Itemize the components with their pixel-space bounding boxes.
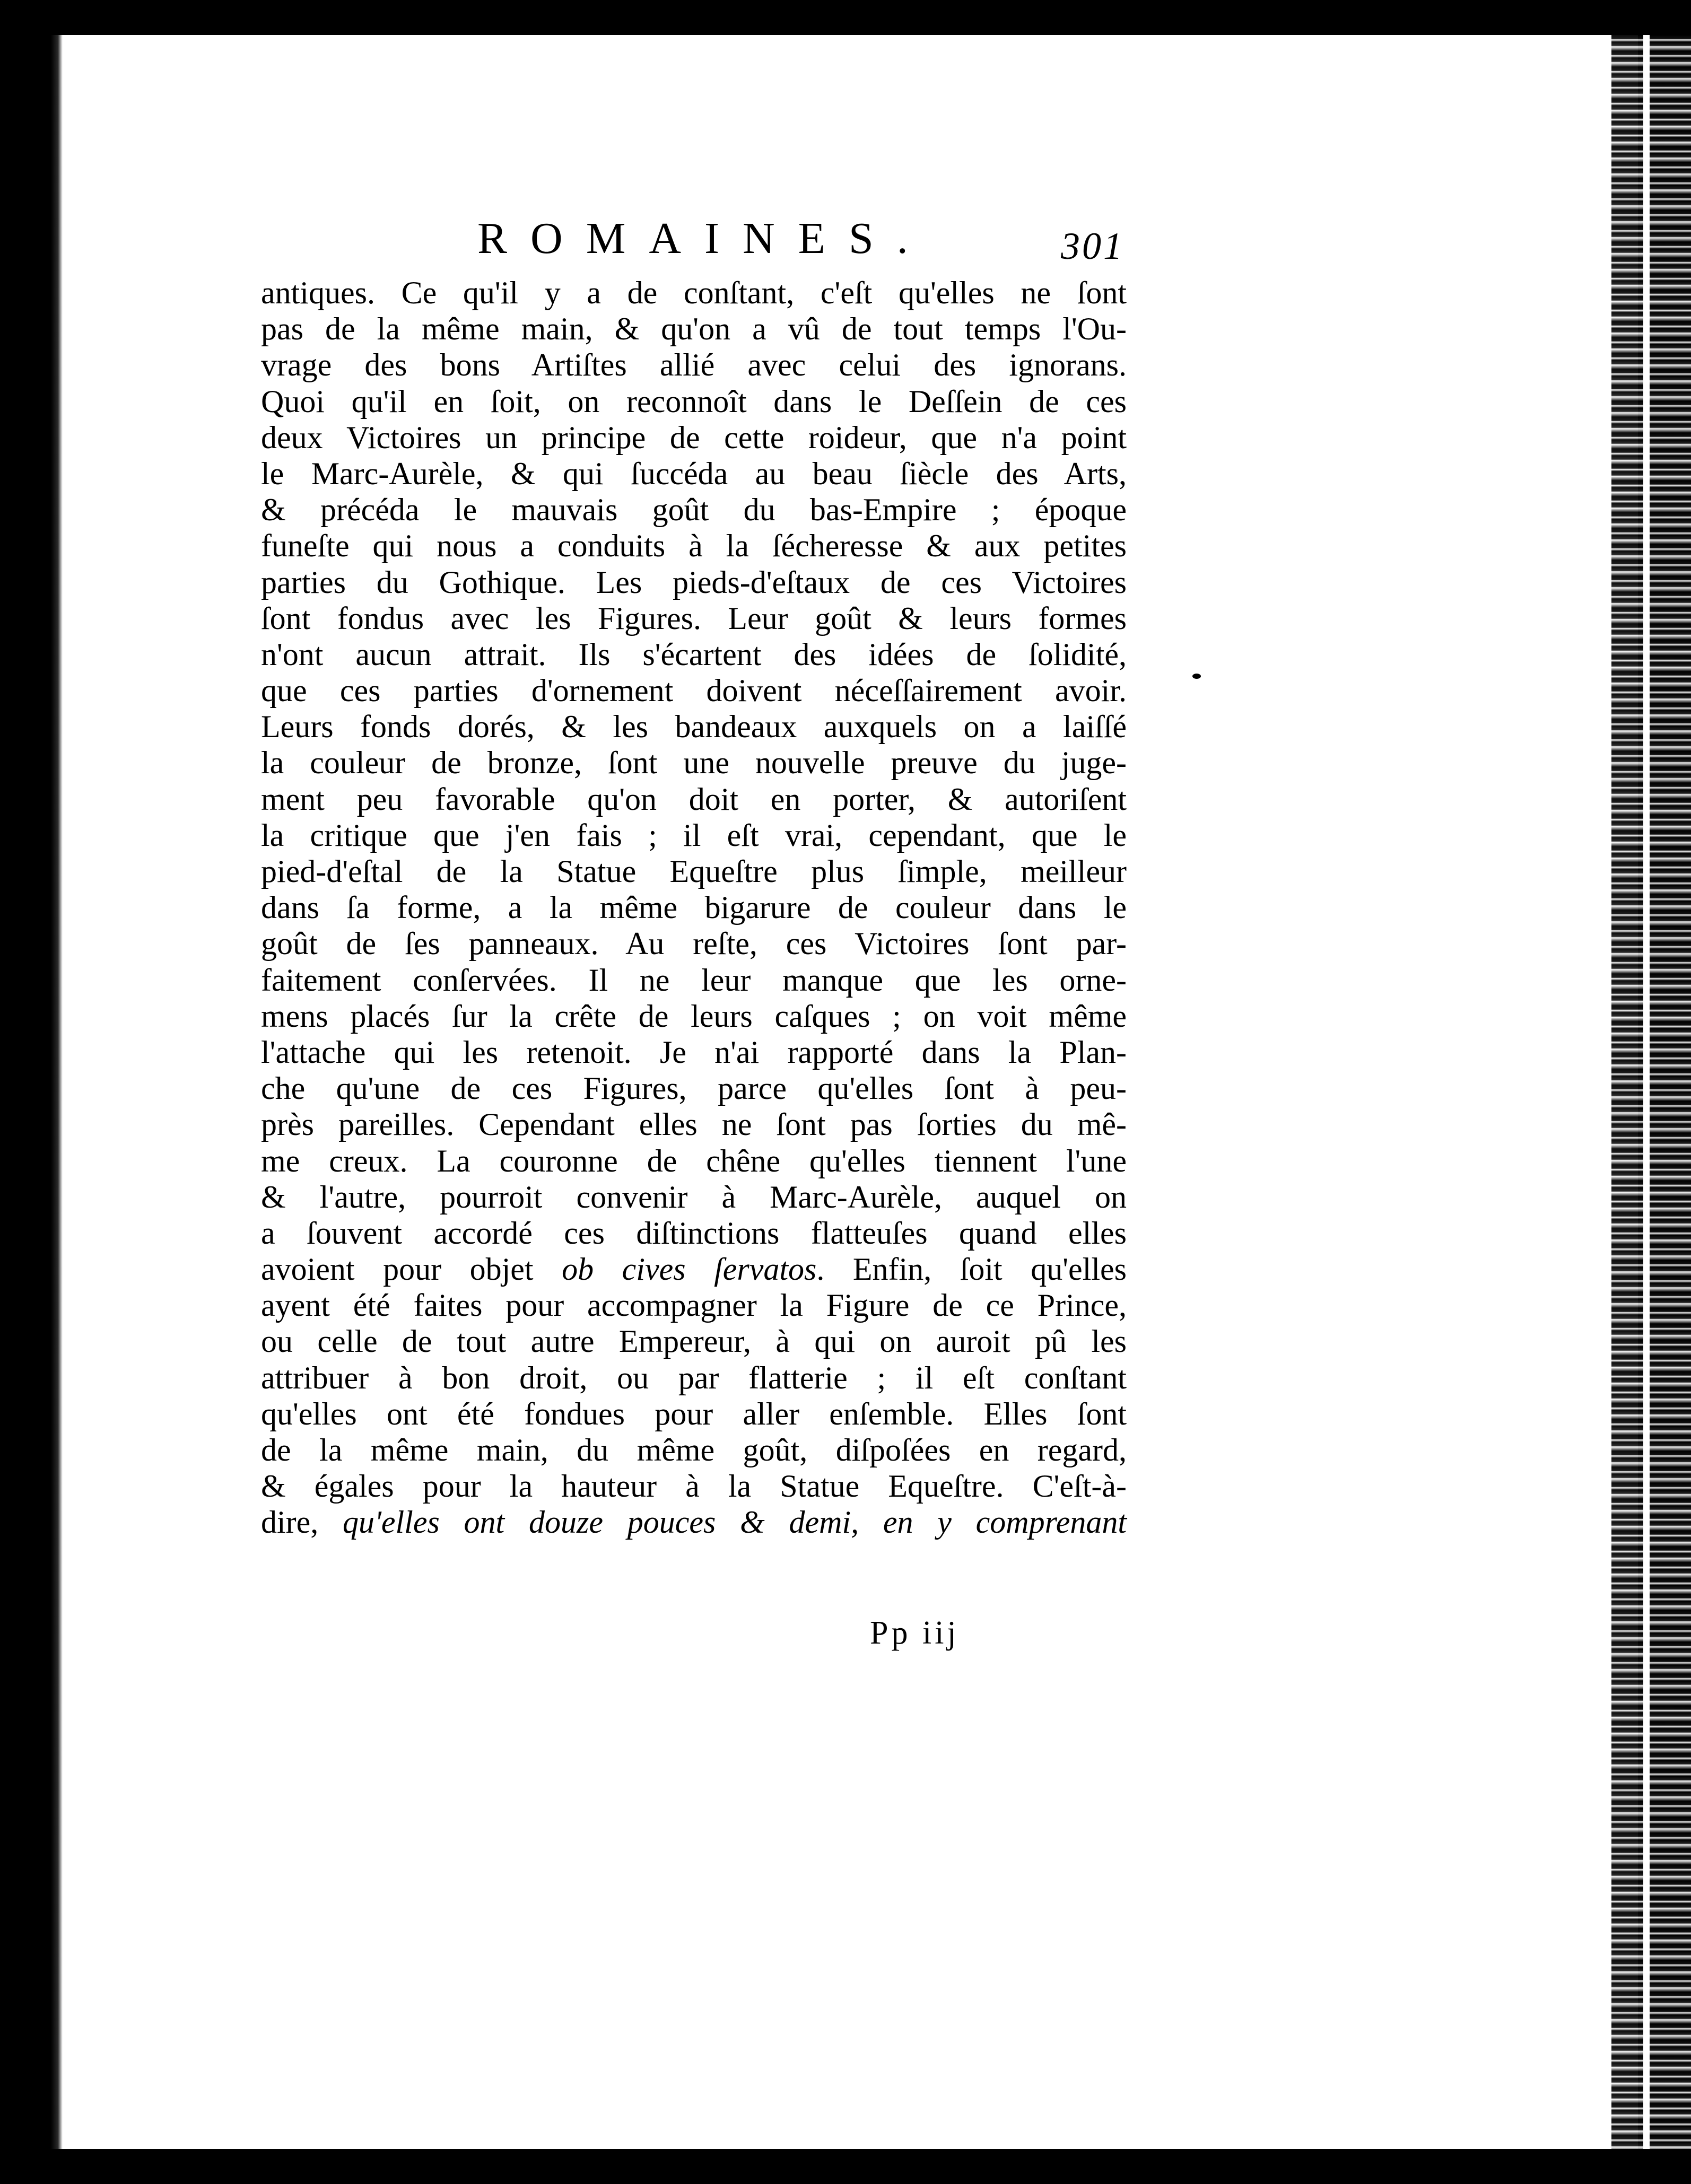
text-line-roman: dire,	[261, 1505, 319, 1540]
text-line: que ces parties d'ornement doivent néceſſairement avoir.	[261, 673, 1127, 709]
text-line: a ſouvent accordé ces diſtinctions flatteuſes quand elles	[261, 1215, 1127, 1251]
text-line-tail: . Enfin, ſoit qu'elles	[816, 1252, 1127, 1287]
text-line: funeſte qui nous a conduits à la ſécheresse & aux petites	[261, 528, 1127, 564]
text-line: vrage des bons Artiſtes allié avec celui des ignorans.	[261, 347, 1127, 383]
text-line	[261, 1251, 1127, 1287]
running-head	[265, 212, 1178, 270]
text-line: de la même main, du même goût, diſpoſées en regard,	[261, 1432, 1127, 1467]
text-line: qu'elles ont été fondues pour aller enſemble. Elles ſont	[261, 1396, 1127, 1431]
text-line: le Marc-Aurèle, & qui ſuccéda au beau ſiècle des Arts,	[261, 456, 1127, 491]
text-line: attribuer à bon droit, ou par flatterie ; il eſt conſtant	[261, 1360, 1127, 1395]
running-title: ROMAINES.	[477, 214, 931, 263]
body-text	[261, 275, 1127, 1541]
page-number: 301	[1061, 225, 1125, 267]
text-line: ſont fondus avec les Figures. Leur goût & leurs formes	[261, 600, 1127, 636]
text-line: la critique que j'en fais ; il eſt vrai, cependant, que le	[261, 817, 1127, 853]
text-line: pied-d'eſtal de la Statue Equeſtre plus ſimple, meilleur	[261, 854, 1127, 889]
text-line: l'attache qui les retenoit. Je n'ai rapporté dans la Plan-	[261, 1034, 1127, 1070]
text-line: ayent été faites pour accompagner la Figure de ce Prince,	[261, 1288, 1127, 1323]
text-line: dans ſa forme, a la même bigarure de couleur dans le	[261, 890, 1127, 925]
text-line: ment peu favorable qu'on doit en porter, & autoriſent	[261, 781, 1127, 817]
text-line: deux Victoires un principe de cette roideur, que n'a point	[261, 420, 1127, 455]
text-line: me creux. La couronne de chêne qu'elles tiennent l'une	[261, 1143, 1127, 1178]
text-line: près pareilles. Cependant elles ne ſont pas ſorties du mê-	[261, 1107, 1127, 1142]
text-line: la couleur de bronze, ſont une nouvelle preuve du juge-	[261, 745, 1127, 781]
text-line: Quoi qu'il en ſoit, on reconnoît dans le Deſſein de ces	[261, 383, 1127, 419]
text-line-italic: ob cives ſervatos	[562, 1252, 817, 1287]
text-line-roman: avoient pour objet	[261, 1252, 534, 1287]
text-line: n'ont aucun attrait. Ils s'écartent des idées de ſolidité,	[261, 636, 1127, 672]
text-line: Leurs fonds dorés, & les bandeaux auxquels on a laiſſé	[261, 709, 1127, 745]
text-line	[261, 1504, 1127, 1540]
text-line: antiques. Ce qu'il y a de conſtant, c'eſt qu'elles ne ſont	[261, 275, 1127, 310]
text-line: faitement conſervées. Il ne leur manque que les orne-	[261, 962, 1127, 998]
text-line: ou celle de tout autre Empereur, à qui on auroit pû les	[261, 1324, 1127, 1359]
text-line: parties du Gothique. Les pieds-d'eſtaux de ces Victoires	[261, 564, 1127, 600]
text-line: & égales pour la hauteur à la Statue Equeſtre. C'eſt-à-	[261, 1469, 1127, 1504]
page-edge-highlight	[1643, 35, 1650, 2149]
ink-speck	[1192, 674, 1201, 679]
text-line: & précéda le mauvais goût du bas-Empire ; époque	[261, 492, 1127, 528]
text-line: mens placés ſur la crête de leurs caſques ; on voit même	[261, 998, 1127, 1034]
signature-mark: Pp iij	[870, 1615, 960, 1651]
text-line: che qu'une de ces Figures, parce qu'elles ſont à peu-	[261, 1071, 1127, 1106]
page-edge-scan-artifact	[1611, 35, 1691, 2149]
text-line: goût de ſes panneaux. Au reſte, ces Victoires ſont par-	[261, 926, 1127, 962]
book-spine-shadow	[51, 35, 63, 2149]
text-line-italic: qu'elles ont douze pouces & demi, en y comprenant	[343, 1505, 1127, 1540]
text-line: pas de la même main, & qu'on a vû de tout temps l'Ou-	[261, 311, 1127, 347]
text-line: & l'autre, pourroit convenir à Marc-Aurèle, auquel on	[261, 1179, 1127, 1215]
